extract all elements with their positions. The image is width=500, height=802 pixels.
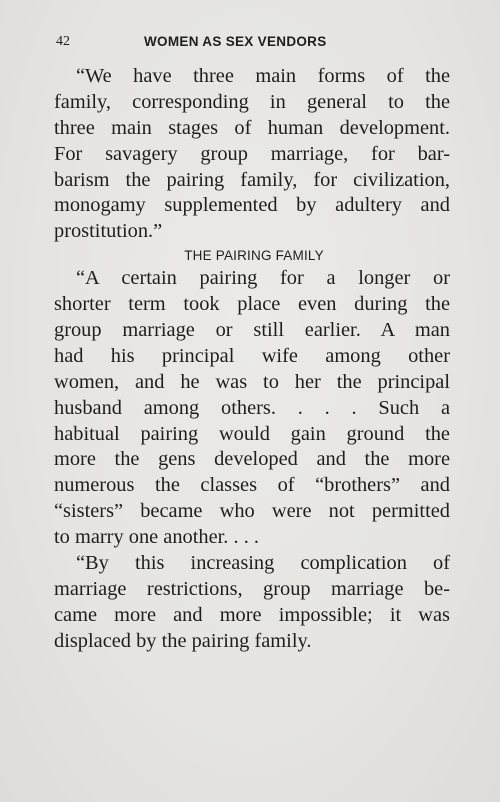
text-line: prostitution.” (54, 220, 163, 243)
text-line: husband among others. . . . Such a (54, 396, 450, 419)
page-number: 42 (56, 34, 70, 49)
text-line: to marry one another. . . . (54, 526, 259, 549)
text-line: three main stages of human development. (54, 116, 450, 139)
text-line: monogamy supplemented by adultery and (54, 194, 450, 217)
text-line: shorter term took place even during the (54, 293, 450, 316)
running-title: WOMEN AS SEX VENDORS (144, 34, 327, 49)
text-line: “A certain pairing for a longer or (76, 267, 450, 290)
body-text (54, 64, 450, 655)
text-line: family, corresponding in general to the (54, 90, 450, 113)
text-line: more the gens developed and the more (54, 448, 450, 471)
text-line: numerous the classes of “brothers” and (54, 474, 450, 497)
text-line: displaced by the pairing family. (54, 629, 312, 652)
paragraph-forms-of-family (54, 64, 450, 245)
paragraph-restrictions (54, 551, 450, 655)
text-line: “By this increasing complication of (76, 552, 450, 575)
text-line: habitual pairing would gain ground the (54, 422, 450, 445)
text-line: came more and more impossible; it was (54, 603, 450, 626)
text-line: group marriage or still earlier. A man (54, 319, 450, 342)
text-line: “We have three main forms of the (76, 65, 450, 87)
running-head (56, 34, 448, 54)
text-line: women, and he was to her the principal (54, 370, 450, 393)
text-line: marriage restrictions, group marriage be- (54, 577, 450, 600)
text-line: For savagery group marriage, for bar- (54, 142, 450, 165)
text-line: “sisters” became who were not permitted (54, 500, 450, 523)
text-line: barism the pairing family, for civilization, (54, 168, 450, 191)
text-line: had his principal wife among other (54, 344, 450, 367)
section-heading: THE PAIRING FAMILY (184, 248, 324, 264)
paragraph-pairing (54, 266, 450, 551)
